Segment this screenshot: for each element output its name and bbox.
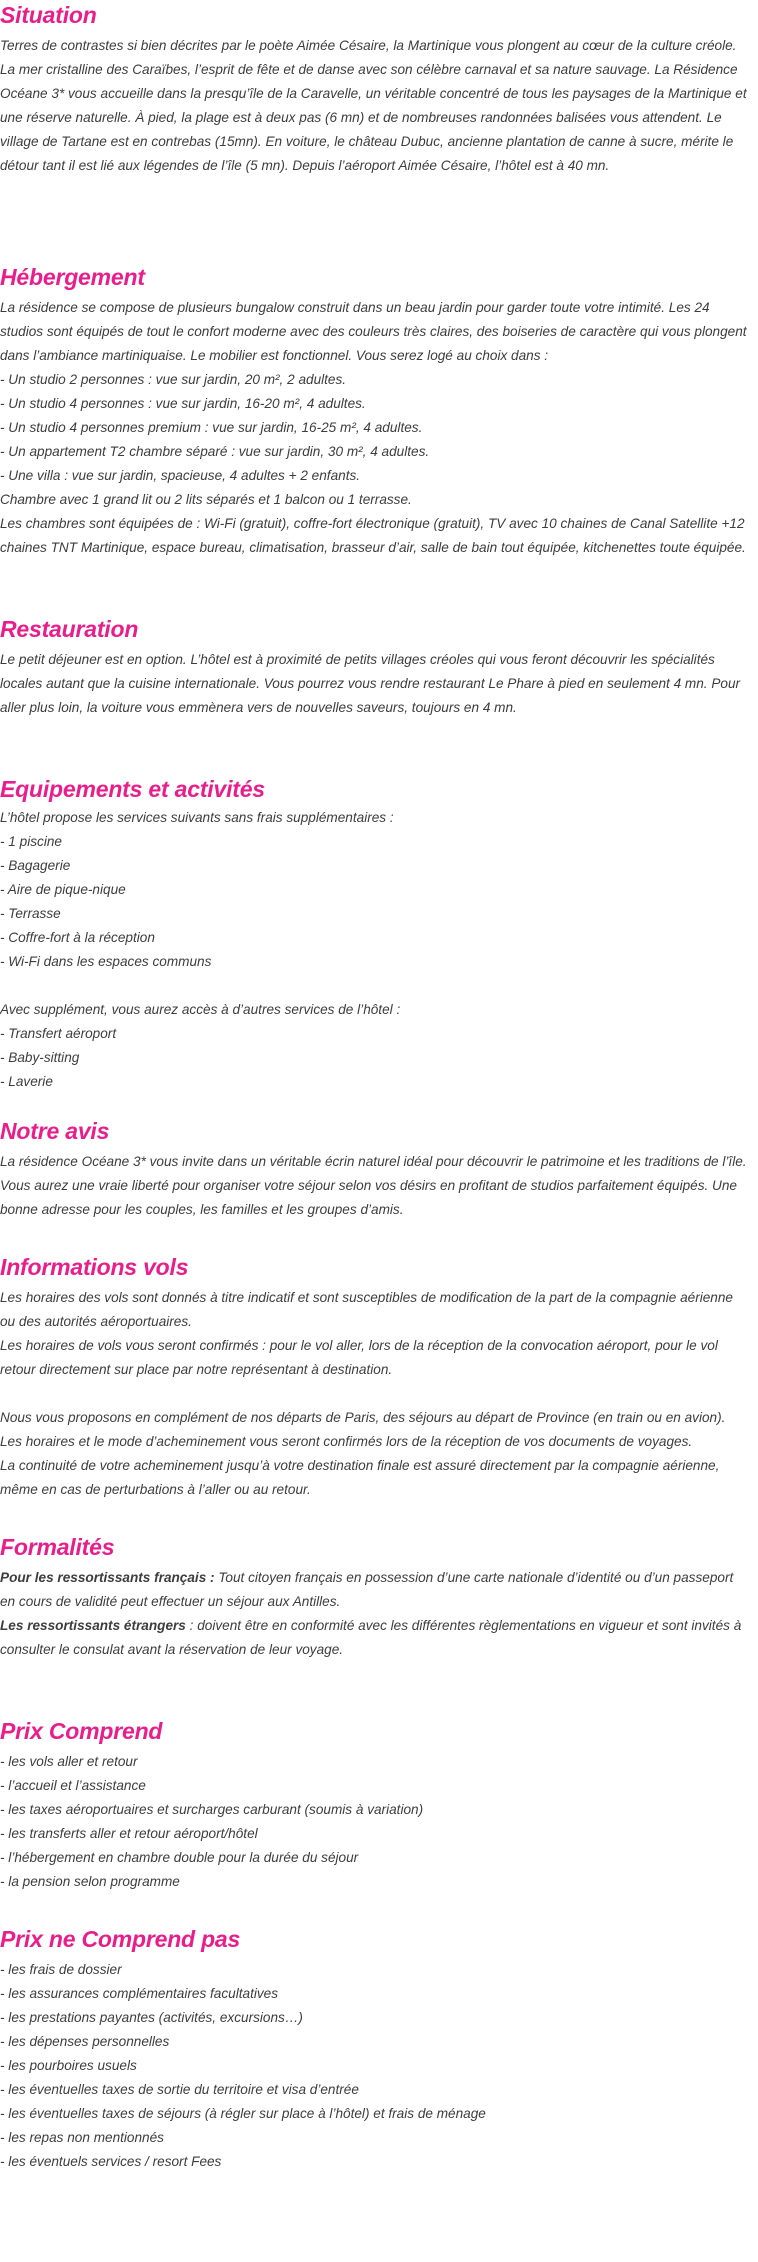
prixnon-item: - les frais de dossier [0, 1962, 122, 1977]
restauration-text: Le petit déjeuner est en option. L’hôtel est à proximité de petits villages créoles qui vous feront découvrir les spécialités locales autant que la cuisine internationale. Vous pourrez vous rendre restaurant Le Phare à pied en seulement 4 mn. Pour aller plus loin, la voiture vous emmènera vers de nouvelles saveurs, toujours en 4 mn. [0, 652, 741, 715]
prix-item: - l’accueil et l’assistance [0, 1778, 146, 1793]
paragraph-gap [0, 974, 750, 998]
prix-item: - les vols aller et retour [0, 1754, 138, 1769]
hebergement-item: - Une villa : vue sur jardin, spacieuse, 4 adultes + 2 enfants. [0, 468, 361, 483]
prixnon-item: - les pourboires usuels [0, 2058, 137, 2073]
vols-paragraph: Les horaires de vols vous seront confirmés : pour le vol aller, lors de la réception de la convocation aéroport, pour le vol retour directement sur place par notre représentant à destination. [0, 1338, 718, 1377]
avis-text: La résidence Océane 3* vous invite dans un véritable écrin naturel idéal pour découvrir le patrimoine et les traditions de l’île. Vous aurez une vraie liberté pour organiser votre séjour selon vos désirs en profitant de studios parfaitement équipés. Une bonne adresse pour les couples, les familles et les groupes d’amis. [0, 1154, 747, 1217]
vols-paragraph: La continuité de votre acheminement jusqu’à votre destination finale est assuré directement par la compagnie aérienne, même en cas de perturbations à l’aller ou au retour. [0, 1458, 720, 1497]
section-title-restauration: Restauration [0, 616, 139, 642]
prixnon-item: - les éventuels services / resort Fees [0, 2154, 222, 2169]
hebergement-equipees: Les chambres sont équipées de : Wi-Fi (gratuit), coffre-fort électronique (gratuit), TV avec 10 chaines de Canal Satellite +12 chaines TNT Martinique, espace bureau, climatisation, brasseur d’air, salle de bain tout équipée, kitchenettes toute équipée. [0, 516, 746, 555]
prixnon-item: - les assurances complémentaires facultatives [0, 1986, 279, 2001]
section-hebergement [0, 262, 750, 560]
prixnon-item: - les prestations payantes (activités, excursions…) [0, 2010, 303, 2025]
prixnon-item: - les éventuelles taxes de séjours (à régler sur place à l’hôtel) et frais de ménage [0, 2106, 486, 2121]
hebergement-item: - Un studio 2 personnes : vue sur jardin, 20 m², 2 adultes. [0, 372, 347, 387]
section-title-situation: Situation [0, 2, 97, 28]
section-restauration [0, 614, 750, 720]
formalites-francais-label: Pour les ressortissants français : [0, 1570, 215, 1585]
section-formalites [0, 1532, 750, 1662]
formalites-francais [0, 1566, 750, 1614]
section-title-vols: Informations vols [0, 1254, 189, 1280]
prix-item: - les transferts aller et retour aéroport/hôtel [0, 1826, 258, 1841]
hebergement-chambre: Chambre avec 1 grand lit ou 2 lits séparés et 1 balcon ou 1 terrasse. [0, 492, 412, 507]
section-situation [0, 0, 750, 178]
formalites-francais-text: Tout citoyen français en possession d’une carte nationale d’identité ou d’un passeport en cours de validité peut effectuer un séjour aux Antilles. [0, 1570, 734, 1609]
section-title-hebergement: Hébergement [0, 264, 145, 290]
paragraph-gap [0, 1382, 750, 1406]
vols-paragraph: Les horaires et le mode d’acheminement vous seront confirmés lors de la réception de vos documents de voyages. [0, 1434, 693, 1449]
equipements-paid-item: - Baby-sitting [0, 1050, 80, 1065]
prix-item: - les taxes aéroportuaires et surcharges carburant (soumis à variation) [0, 1802, 424, 1817]
hebergement-item: - Un appartement T2 chambre séparé : vue sur jardin, 30 m², 4 adultes. [0, 444, 430, 459]
section-title-prix-comprend: Prix Comprend [0, 1718, 163, 1744]
hebergement-item: - Un studio 4 personnes premium : vue sur jardin, 16-25 m², 4 adultes. [0, 420, 423, 435]
section-vols [0, 1252, 750, 1502]
section-title-formalites: Formalités [0, 1534, 115, 1560]
equipements-paid-item: - Laverie [0, 1074, 53, 1089]
vols-paragraph: Les horaires des vols sont donnés à titre indicatif et sont susceptibles de modification de la part de la compagnie aérienne ou des autorités aéroportuaires. [0, 1290, 733, 1329]
equipements-free-item: - Coffre-fort à la réception [0, 930, 155, 945]
section-title-equipements: Equipements et activités [0, 776, 265, 802]
equipements-free-item: - Aire de pique-nique [0, 882, 126, 897]
hebergement-intro: La résidence se compose de plusieurs bungalow construit dans un beau jardin pour garder toute votre intimité. Les 24 studios sont équipés de tout le confort moderne avec des couleurs très claires, des boiseries de caractère qui vous plongent dans l’ambiance martiniquaise. Le mobilier est fonctionnel. Vous serez logé au choix dans : [0, 300, 747, 363]
section-equipements [0, 774, 750, 1094]
equipements-paid-item: - Transfert aéroport [0, 1026, 117, 1041]
section-prix-comprend [0, 1716, 750, 1894]
prixnon-item: - les éventuelles taxes de sortie du territoire et visa d’entrée [0, 2082, 359, 2097]
prix-item: - l’hébergement en chambre double pour la durée du séjour [0, 1850, 359, 1865]
situation-text: Terres de contrastes si bien décrites par le poète Aimée Césaire, la Martinique vous plongent au cœur de la culture créole. La mer cristalline des Caraïbes, l’esprit de fête et de danse avec son célèbre carnaval et sa nature sauvage. La Résidence Océane 3* vous accueille dans la presqu’île de la Caravelle, un véritable concentré de tous les paysages de la Martinique et une réserve naturelle. À pied, la plage est à deux pas (6 mn) et de nombreuses randonnées balisées vous attendent. Le village de Tartane est en contrebas (15mn). En voiture, le château Dubuc, ancienne plantation de canne à sucre, mérite le détour tant il est lié aux légendes de l’île (5 mn). Depuis l’aéroport Aimée Césaire, l’hôtel est à 40 mn. [0, 38, 747, 173]
prixnon-item: - les repas non mentionnés [0, 2130, 164, 2145]
equipements-free-item: - Wi-Fi dans les espaces communs [0, 954, 212, 969]
formalites-etrangers [0, 1614, 750, 1662]
section-prix-ne-comprend-pas [0, 1924, 750, 2174]
section-title-avis: Notre avis [0, 1118, 110, 1144]
prixnon-item: - les dépenses personnelles [0, 2034, 170, 2049]
equipements-free-item: - 1 piscine [0, 834, 62, 849]
prix-item: - la pension selon programme [0, 1874, 180, 1889]
equipements-free-item: - Terrasse [0, 906, 61, 921]
equipements-free-intro: L’hôtel propose les services suivants sans frais supplémentaires : [0, 810, 394, 825]
section-avis [0, 1116, 750, 1222]
equipements-paid-intro: Avec supplément, vous aurez accès à d’autres services de l’hôtel : [0, 1002, 401, 1017]
hebergement-item: - Un studio 4 personnes : vue sur jardin, 16-20 m², 4 adultes. [0, 396, 366, 411]
equipements-free-item: - Bagagerie [0, 858, 71, 873]
vols-paragraph: Nous vous proposons en complément de nos départs de Paris, des séjours au départ de Province (en train ou en avion). [0, 1410, 726, 1425]
formalites-etrangers-label: Les ressortissants étrangers [0, 1618, 186, 1633]
formalites-etrangers-text: : doivent être en conformité avec les différentes règlementations en vigueur et sont invités à consulter le consulat avant la réservation de leur voyage. [0, 1618, 742, 1657]
section-title-prix-ne-comprend-pas: Prix ne Comprend pas [0, 1926, 241, 1952]
